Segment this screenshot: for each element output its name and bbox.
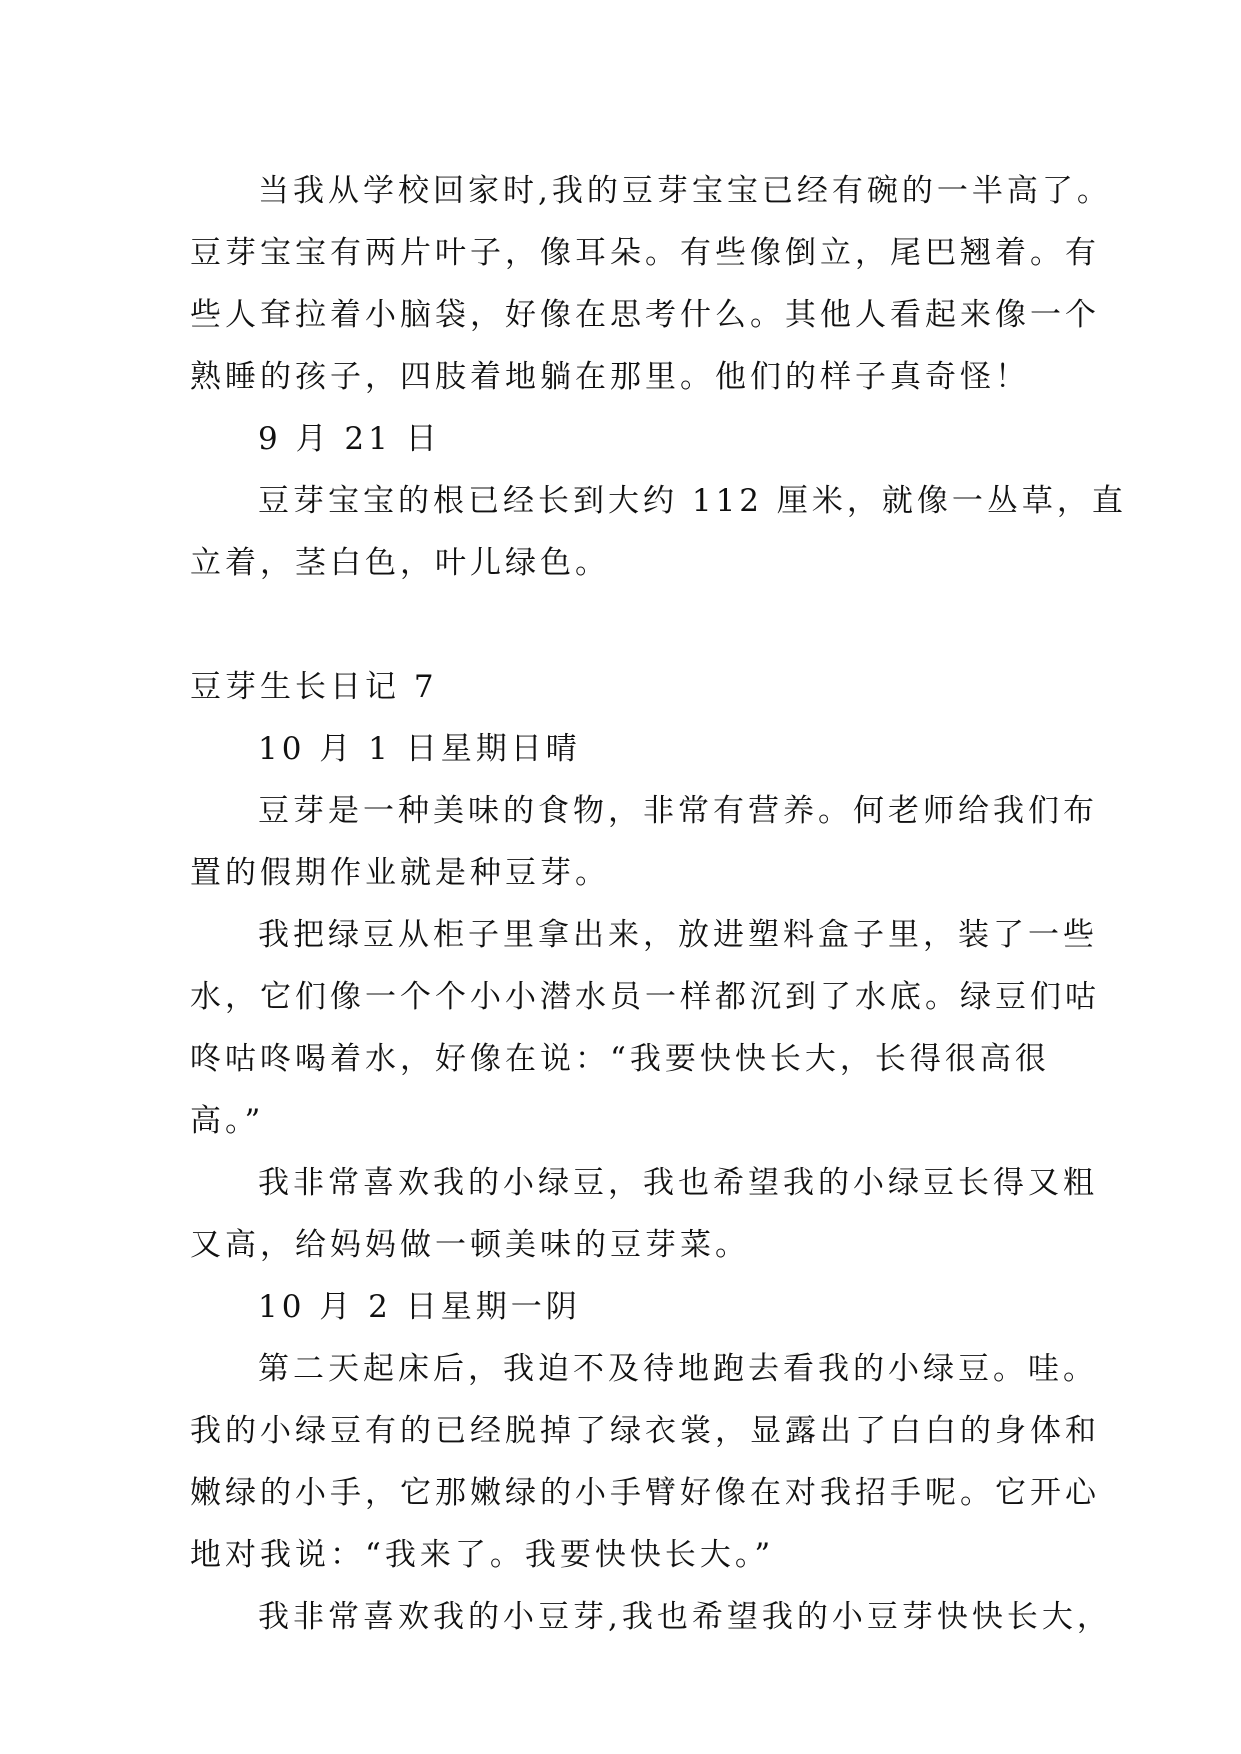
paragraph-hope-grow [190, 1152, 1098, 1276]
text-line: 些人耷拉着小脑袋，好像在思考什么。其他人看起来像一个 [190, 297, 1100, 333]
text-line: 豆芽宝宝的根已经长到大约 112 厘米，就像一丛草，直 [258, 483, 1127, 519]
text-line: 豆芽宝宝有两片叶子，像耳朵。有些像倒立，尾巴翘着。有 [190, 235, 1100, 271]
text-line: 立着，茎白色，叶儿绿色。 [190, 545, 610, 581]
text-line: 高。” [190, 1103, 265, 1139]
paragraph-bean-sprout-half-bowl [190, 160, 1112, 408]
text-line: 我把绿豆从柜子里拿出来，放进塑料盒子里，装了一些 [258, 917, 1098, 953]
paragraph-homework [190, 780, 1098, 904]
text-line: 咚咕咚喝着水，好像在说：“我要快快长大，长得很高很 [190, 1041, 1050, 1077]
text-line: 我非常喜欢我的小绿豆，我也希望我的小绿豆长得又粗 [258, 1165, 1098, 1201]
text-line: 水，它们像一个个小小潜水员一样都沉到了水底。绿豆们咕 [190, 979, 1100, 1015]
text-line: 第二天起床后，我迫不及待地跑去看我的小绿豆。哇。 [258, 1351, 1098, 1387]
text-line: 我非常喜欢我的小豆芽,我也希望我的小豆芽快快长大， [258, 1599, 1112, 1635]
paragraph-closing [190, 1586, 1112, 1648]
text-line: 地对我说：“我来了。我要快快长大。” [190, 1537, 775, 1573]
paragraph-soaking-beans [190, 904, 1100, 1152]
paragraph-root-length [190, 470, 1127, 594]
text-line: 又高，给妈妈做一顿美味的豆芽菜。 [190, 1227, 750, 1263]
text-line: 置的假期作业就是种豆芽。 [190, 855, 610, 891]
document-page [190, 160, 1127, 1648]
text-line: 嫩绿的小手，它那嫩绿的小手臂好像在对我招手呢。它开心 [190, 1475, 1100, 1511]
date-line: 10 月 2 日星期一阴 [258, 1289, 581, 1325]
text-line: 熟睡的孩子，四肢着地躺在那里。他们的样子真奇怪！ [190, 359, 1030, 395]
text-line: 豆芽是一种美味的食物，非常有营养。何老师给我们布 [258, 793, 1098, 829]
date-line: 9 月 21 日 [258, 421, 441, 457]
text-line: 我的小绿豆有的已经脱掉了绿衣裳，显露出了白白的身体和 [190, 1413, 1100, 1449]
section-gap [190, 594, 1090, 656]
text-line: 当我从学校回家时,我的豆芽宝宝已经有碗的一半高了。 [258, 173, 1112, 209]
paragraph-second-day [190, 1338, 1100, 1586]
section-heading: 豆芽生长日记 7 [190, 669, 438, 705]
date-line: 10 月 1 日星期日晴 [258, 731, 581, 767]
